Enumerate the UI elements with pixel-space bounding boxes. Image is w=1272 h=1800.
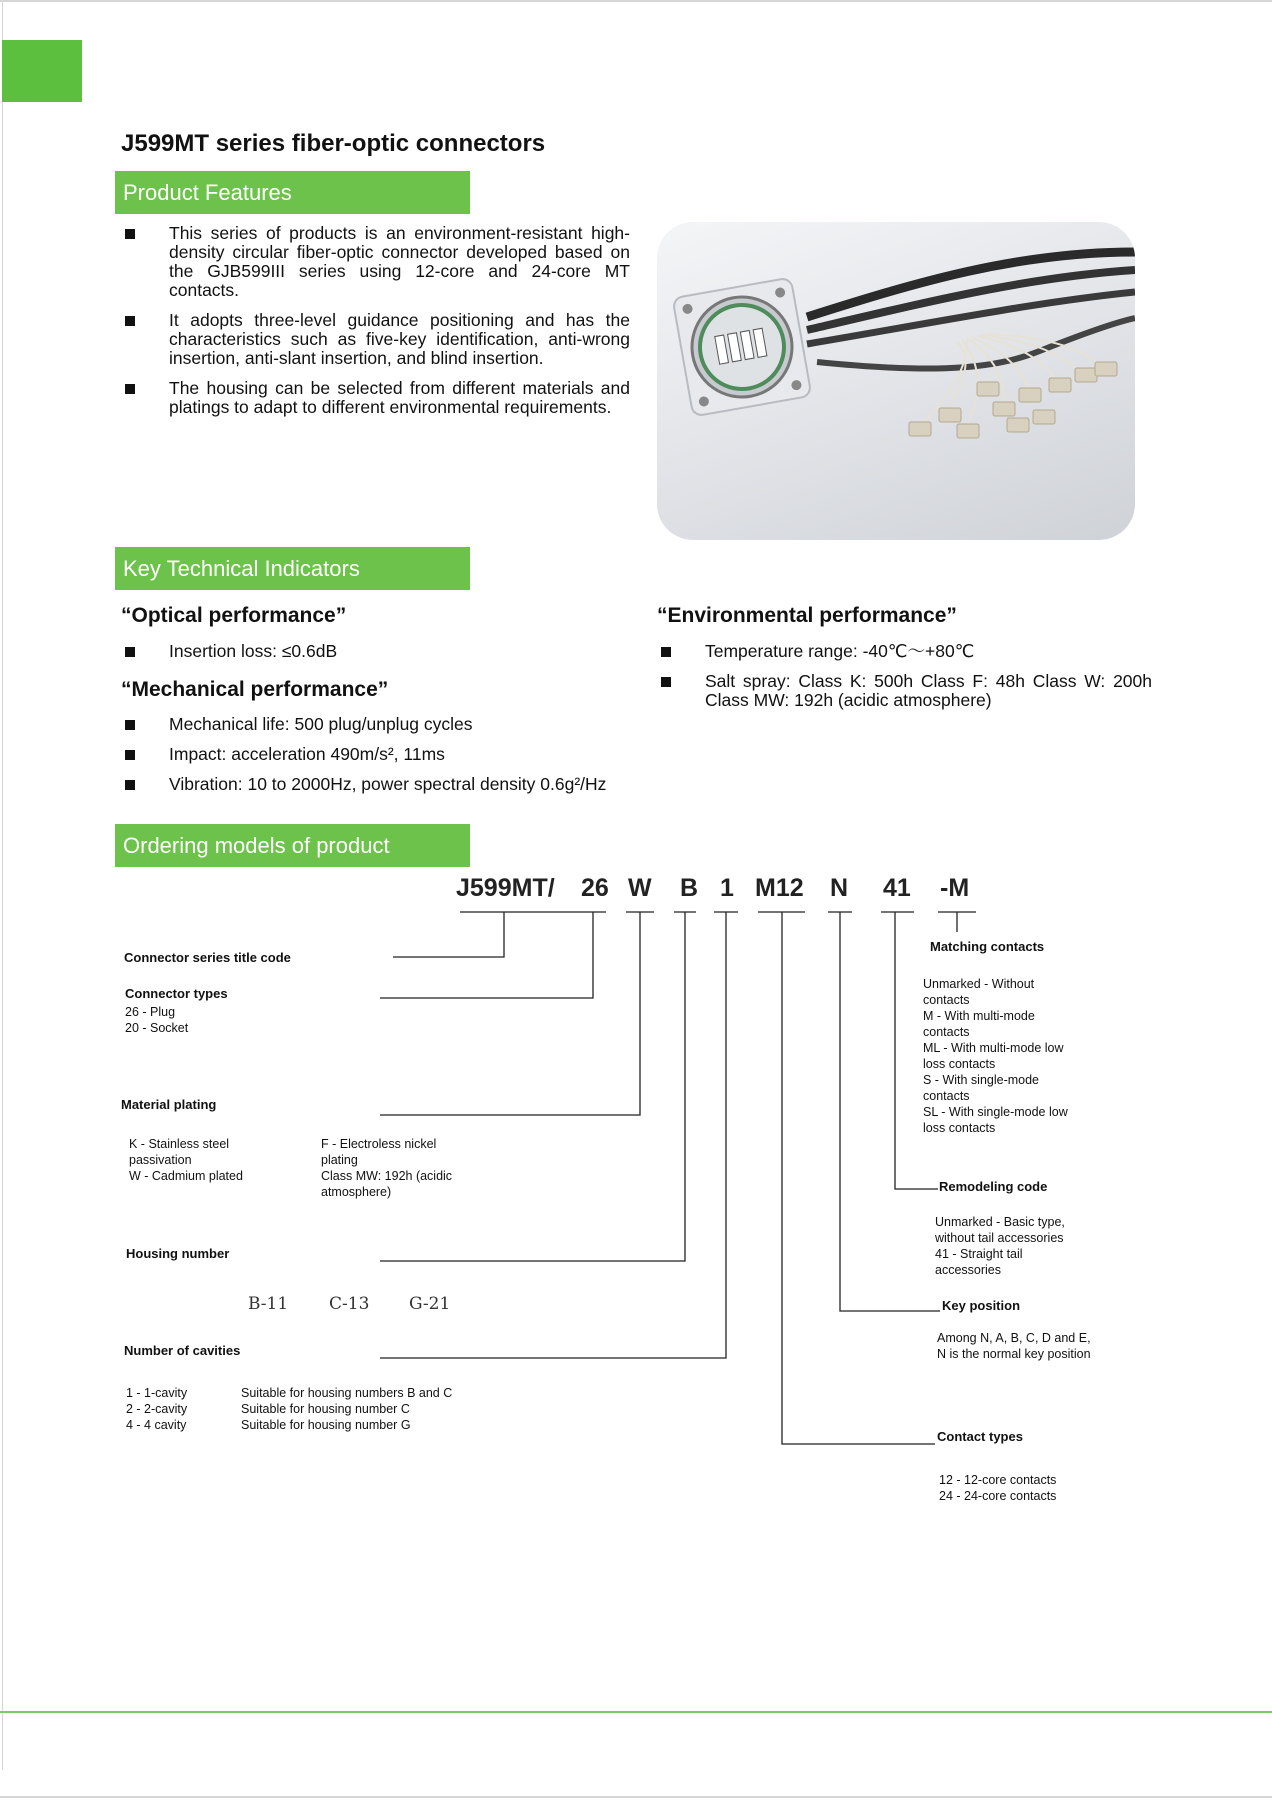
material-plating-col2: F - Electroless nickel plating Class MW: 192h (acidic atmosphere) [321, 1137, 453, 1199]
mechanical-item: Impact: acceleration 490m/s², 11ms [122, 745, 630, 764]
matching-contacts-list: Unmarked - Without contacts M - With multi-mode contacts ML - With multi-mode low loss contacts S - With single-mode contacts SL - With single-mode low loss contacts [923, 977, 1068, 1135]
code-part-matching: -M [940, 874, 970, 902]
feature-item: This series of products is an environment-resistant high-density circular fiber-optic connector developed based on the GJB599III series using 12-core and 24-core MT contacts. [122, 224, 630, 300]
bottom-rule [0, 1711, 1272, 1713]
mechanical-item: Vibration: 10 to 2000Hz, power spectral density 0.6g²/Hz [122, 775, 630, 794]
code-part-plating: W [628, 874, 652, 902]
connector-types-title: Connector types [125, 986, 228, 1001]
housing-number-title: Housing number [126, 1246, 230, 1261]
key-position-list: Among N, A, B, C, D and E, N is the normal key position [937, 1331, 1091, 1361]
housing-value: G-21 [409, 1294, 451, 1314]
key-position-title: Key position [942, 1298, 1021, 1313]
remodeling-code-list: Unmarked - Basic type, without tail accessories 41 - Straight tail accessories [935, 1215, 1065, 1277]
code-part-cavities: 1 [720, 874, 734, 902]
environmental-item: Temperature range: -40℃～+80℃ [658, 642, 1152, 661]
connector-types-list: 26 - Plug 20 - Socket [125, 1005, 189, 1035]
cavities-codes: 1 - 1-cavity 2 - 2-cavity 4 - 4 cavity [126, 1386, 188, 1432]
housing-value: C-13 [329, 1294, 370, 1314]
remodeling-code-title: Remodeling code [939, 1179, 1048, 1194]
environmental-heading: “Environmental performance” [657, 604, 957, 627]
page-title: J599MT series fiber-optic connectors [121, 130, 546, 157]
cavities-descriptions: Suitable for housing numbers B and C Suitable for housing number C Suitable for housing number G [241, 1386, 453, 1432]
code-part-type: 26 [581, 874, 609, 902]
material-plating-title: Material plating [121, 1097, 217, 1112]
contact-types-list: 12 - 12-core contacts 24 - 24-core contacts [939, 1473, 1057, 1503]
mechanical-item: Mechanical life: 500 plug/unplug cycles [122, 715, 630, 734]
features-heading: Product Features [123, 180, 292, 205]
ordering-heading: Ordering models of product [123, 833, 390, 858]
cavities-title: Number of cavities [124, 1343, 241, 1358]
code-part-key: N [830, 874, 849, 902]
mechanical-heading: “Mechanical performance” [121, 678, 389, 701]
code-part-remodel: 41 [883, 874, 911, 902]
contact-types-title: Contact types [937, 1429, 1023, 1444]
bottom-border [0, 1796, 1272, 1798]
feature-item: The housing can be selected from different materials and platings to adapt to different environmental requirements. [122, 379, 630, 417]
code-part-series: J599MT/ [456, 874, 555, 902]
environmental-item: Salt spray: Class K: 500h Class F: 48h Class W: 200h Class MW: 192h (acidic atmosphere) [658, 672, 1152, 710]
material-plating-col1: K - Stainless steel passivation W - Cadmium plated [129, 1137, 243, 1183]
series-title-label: Connector series title code [124, 950, 291, 965]
code-part-contact-type: M12 [755, 874, 804, 902]
housing-value: B-11 [248, 1294, 289, 1314]
optical-item: Insertion loss: ≤0.6dB [122, 642, 630, 661]
optical-heading: “Optical performance” [121, 604, 347, 627]
feature-item: It adopts three-level guidance positioning and has the characteristics such as five-key identification, anti-wrong insertion, anti-slant insertion, and blind insertion. [122, 311, 630, 368]
code-part-housing: B [680, 874, 699, 902]
indicators-heading: Key Technical Indicators [123, 556, 360, 581]
matching-contacts-title: Matching contacts [930, 939, 1045, 954]
